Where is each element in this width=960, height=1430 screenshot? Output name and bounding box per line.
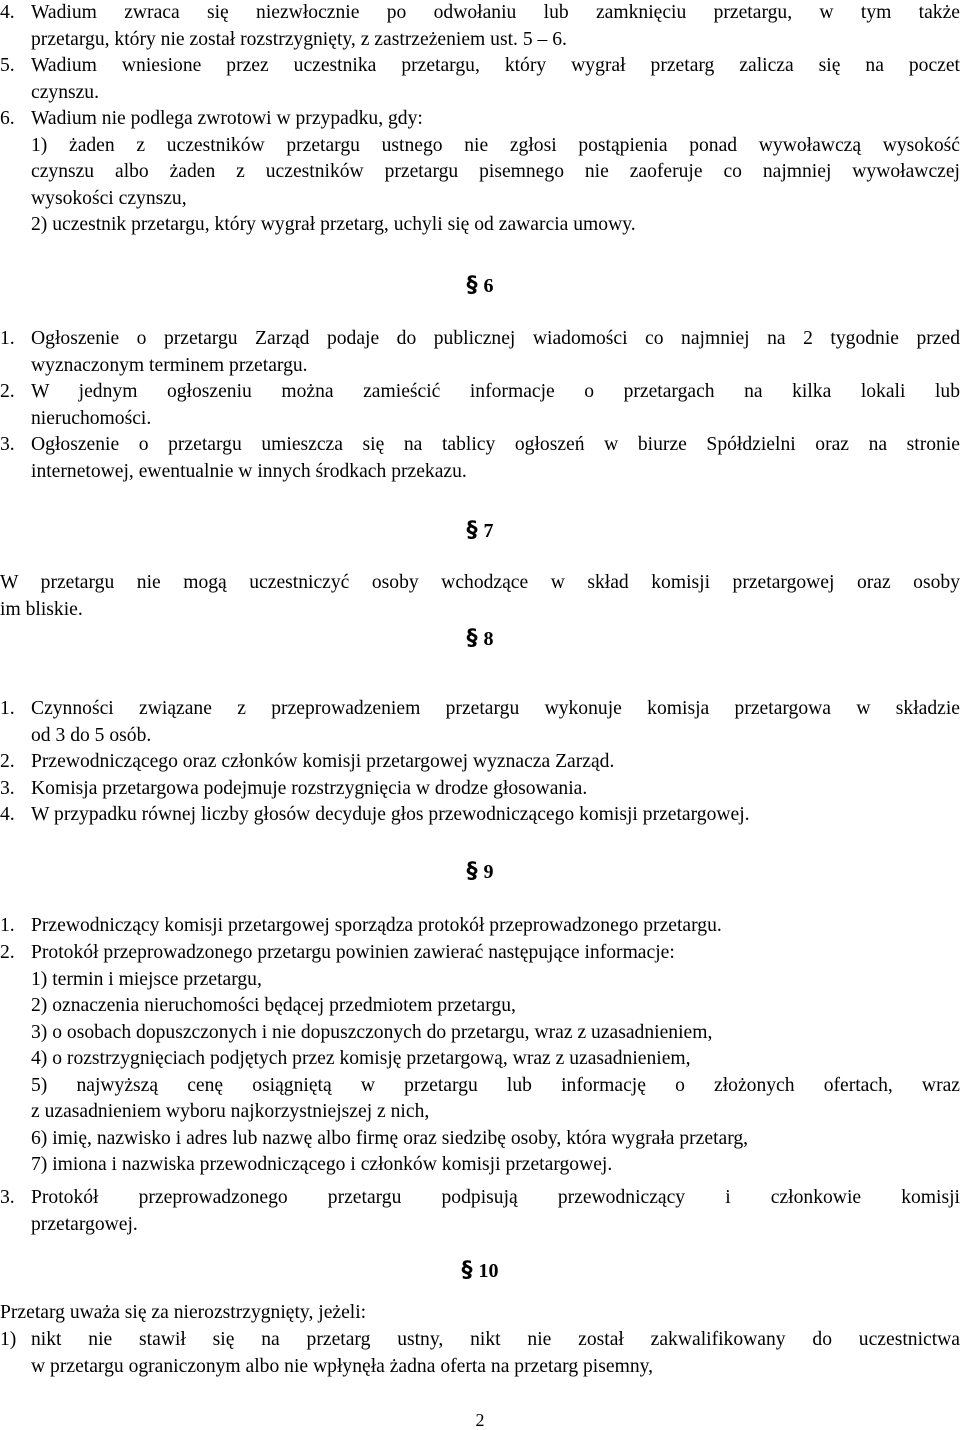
section-6-item-3 bbox=[0, 432, 960, 485]
text-line: Czynności związane z przeprowadzeniem przetargu wykonuje komisja przetargowa w składzie bbox=[31, 698, 960, 719]
text-line: Ogłoszenie o przetargu Zarząd podaje do publicznej wiadomości co najmniej na 2 tygodnie przed bbox=[31, 328, 960, 349]
text-line: internetowej, ewentualnie w innych środkach przekazu. bbox=[31, 460, 467, 482]
text-line: w przetargu ograniczonym albo nie wpłynęła żadna oferta na przetarg pisemny, bbox=[31, 1355, 654, 1377]
section-8-item-3 bbox=[0, 776, 960, 803]
text-line: nikt nie stawił się na przetarg ustny, nikt nie został zakwalifikowany do uczestnictwa bbox=[31, 1329, 960, 1350]
text-line: od 3 do 5 osób. bbox=[31, 724, 152, 746]
text-line: Wadium zwraca się niezwłocznie po odwołaniu lub zamknięciu przetargu, w tym także bbox=[31, 2, 960, 23]
item-number: 3. bbox=[0, 778, 15, 799]
section-8-item-1 bbox=[0, 696, 960, 749]
text-line: czynszu albo żaden z uczestników przetargu pisemnego nie zaoferuje co najmniej wywoławczej bbox=[31, 161, 960, 182]
item-number: 2. bbox=[0, 751, 15, 772]
section-number: 6 bbox=[483, 275, 494, 297]
list-item: z uzasadnieniem wyboru najkorzystniejszej z nich, bbox=[31, 1101, 430, 1122]
item-number: 4. bbox=[0, 804, 15, 825]
section-sign: § bbox=[466, 518, 478, 543]
text-line: Przetarg uważa się za nierozstrzygnięty, jeżeli: bbox=[0, 1302, 367, 1323]
section-heading-7 bbox=[0, 516, 960, 546]
section-sign: § bbox=[466, 859, 478, 884]
item-number: 3. bbox=[0, 434, 15, 455]
paragraph-5 bbox=[0, 53, 960, 106]
item-number: 4. bbox=[0, 2, 15, 23]
text-line: Wadium wniesione przez uczestnika przetargu, który wygrał przetarg zalicza się na poczet bbox=[31, 55, 960, 76]
page-number: 2 bbox=[475, 1410, 485, 1430]
section-number: 7 bbox=[483, 520, 494, 542]
text-line: W przypadku równej liczby głosów decyduje głos przewodniczącego komisji przetargowej. bbox=[31, 804, 750, 825]
section-9-item-3 bbox=[0, 1185, 960, 1238]
item-number: 1. bbox=[0, 915, 15, 936]
text-line: Protokół przeprowadzonego przetargu powinien zawierać następujące informacje: bbox=[31, 942, 675, 963]
section-6-item-1 bbox=[0, 326, 960, 379]
text-line: Przewodniczącego oraz członków komisji przetargowej wyznacza Zarząd. bbox=[31, 751, 615, 772]
section-10-intro bbox=[0, 1300, 960, 1327]
text-line: Ogłoszenie o przetargu umieszcza się na tablicy ogłoszeń w biurze Spółdzielni oraz na stronie bbox=[31, 434, 960, 455]
text-line: Protokół przeprowadzonego przetargu podpisują przewodniczący i członkowie komisji bbox=[31, 1187, 960, 1208]
item-number: 2. bbox=[0, 381, 15, 402]
list-item: 3) o osobach dopuszczonych i nie dopuszczonych do przetargu, wraz z uzasadnieniem, bbox=[31, 1021, 713, 1043]
section-sign: § bbox=[466, 273, 478, 298]
list-item: 1) termin i miejsce przetargu, bbox=[31, 968, 262, 990]
list-item: 4) o rozstrzygnięciach podjętych przez komisję przetargową, wraz z uzasadnieniem, bbox=[31, 1048, 691, 1069]
list-item: 6) imię, nazwisko i adres lub nazwę albo firmę oraz siedzibę osoby, która wygrała przetarg, bbox=[31, 1127, 749, 1149]
section-8-item-2 bbox=[0, 749, 960, 776]
list-item: 7) imiona i nazwiska przewodniczącego i członków komisji przetargowej. bbox=[31, 1154, 613, 1175]
text-line: Komisja przetargowa podejmuje rozstrzygnięcia w drodze głosowania. bbox=[31, 778, 588, 799]
section-number: 8 bbox=[483, 628, 494, 650]
section-number: 9 bbox=[483, 861, 494, 883]
text-line: 1) żaden z uczestników przetargu ustnego nie zgłosi postąpienia ponad wywoławczą wysokość bbox=[31, 134, 960, 156]
text-line: czynszu. bbox=[31, 81, 100, 103]
text-line: przetargowej. bbox=[31, 1213, 138, 1235]
text-line: im bliskie. bbox=[0, 598, 83, 620]
section-sign: § bbox=[461, 1258, 473, 1283]
text-line: wyznaczonym terminem przetargu. bbox=[31, 354, 308, 376]
item-number: 5. bbox=[0, 55, 15, 76]
section-9-item-2 bbox=[0, 940, 960, 1179]
list-item: 5) najwyższą cenę osiągniętą w przetargu lub informację o złożonych ofertach, wraz bbox=[31, 1074, 960, 1096]
paragraph-4 bbox=[0, 0, 960, 53]
list-item: 2) oznaczenia nieruchomości będącej przedmiotem przetargu, bbox=[31, 995, 516, 1016]
item-number: 6. bbox=[0, 108, 15, 129]
section-number: 10 bbox=[478, 1260, 499, 1282]
section-8-item-4 bbox=[0, 802, 960, 829]
section-heading-9 bbox=[0, 857, 960, 887]
item-number: 1) bbox=[0, 1329, 17, 1350]
text-line: W przetargu nie mogą uczestniczyć osoby wchodzące w skład komisji przetargowej oraz osoby bbox=[0, 572, 960, 593]
text-line: nieruchomości. bbox=[31, 407, 152, 429]
item-number: 1. bbox=[0, 328, 15, 349]
text-line: Wadium nie podlega zwrotowi w przypadku, gdy: bbox=[31, 108, 423, 129]
section-sign: § bbox=[466, 626, 478, 651]
text-line: W jednym ogłoszeniu można zamieścić informacje o przetargach na kilka lokali lub bbox=[31, 381, 960, 402]
paragraph-6 bbox=[0, 106, 960, 239]
section-6-item-2 bbox=[0, 379, 960, 432]
section-9-item-1 bbox=[0, 913, 960, 940]
section-heading-8 bbox=[0, 624, 960, 654]
text-line: 2) uczestnik przetargu, który wygrał przetarg, uchyli się od zawarcia umowy. bbox=[31, 214, 636, 235]
text-line: Przewodniczący komisji przetargowej sporządza protokół przeprowadzonego przetargu. bbox=[31, 915, 722, 936]
text-line: wysokości czynszu, bbox=[31, 187, 187, 209]
section-7-text bbox=[0, 570, 960, 623]
item-number: 1. bbox=[0, 698, 15, 719]
section-heading-10 bbox=[0, 1256, 960, 1286]
item-number: 2. bbox=[0, 942, 15, 963]
section-10-item-1 bbox=[0, 1327, 960, 1380]
item-number: 3. bbox=[0, 1187, 15, 1208]
text-line: przetargu, który nie został rozstrzygnięty, z zastrzeżeniem ust. 5 – 6. bbox=[31, 28, 567, 50]
section-heading-6 bbox=[0, 271, 960, 301]
